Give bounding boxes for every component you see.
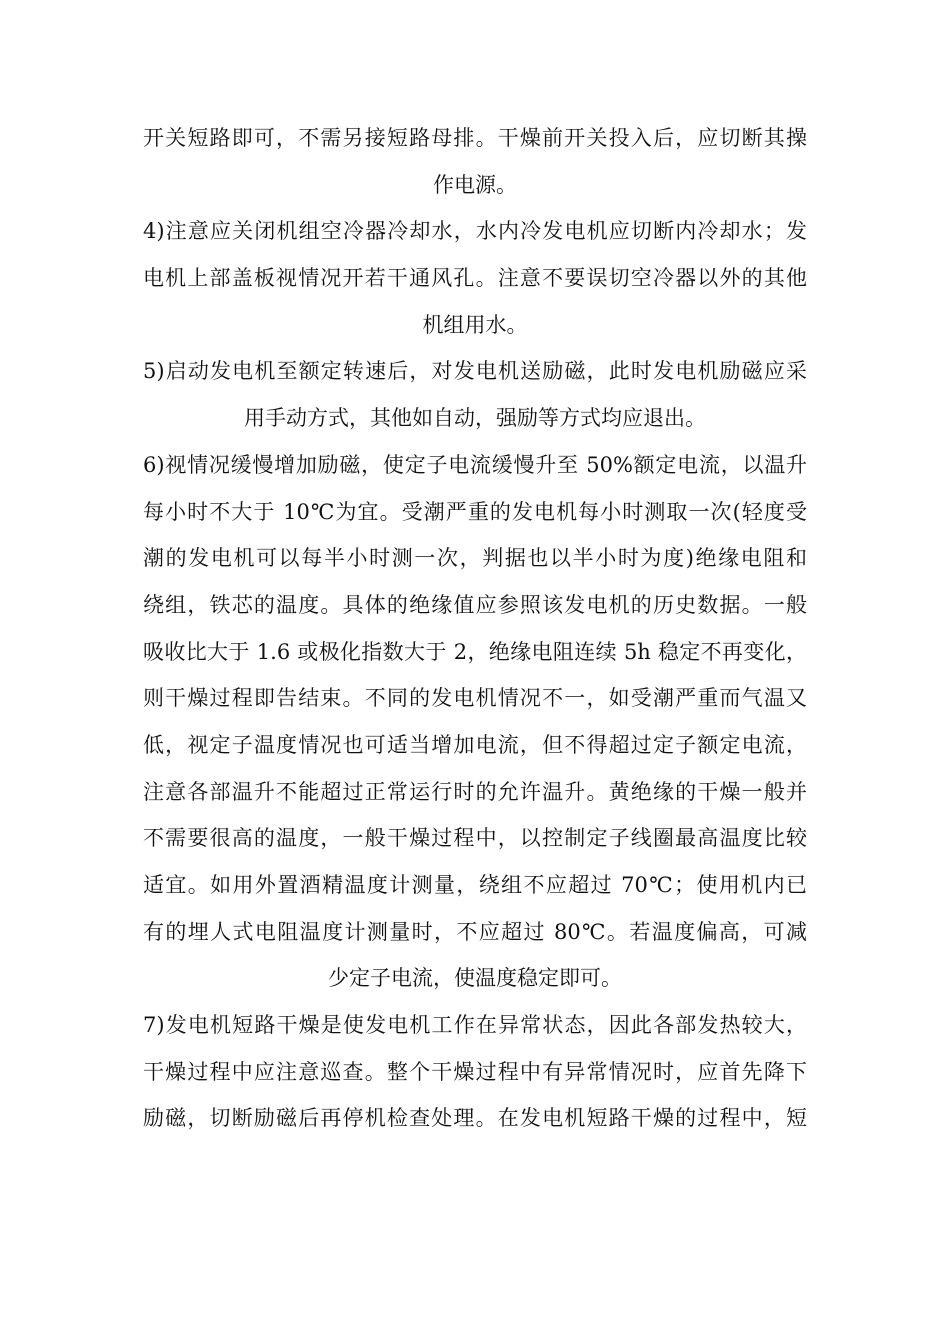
text-line: 有的埋人式电阻温度计测量时，不应超过 80℃。若温度偏高，可减 (143, 919, 807, 944)
text-line: 5)启动发电机至额定转速后，对发电机送励磁，此时发电机励磁应采 (143, 359, 807, 384)
text-line: 吸收比大于 1.6 或极化指数大于 2，绝缘电阻连续 5h 稳定不再变化， (143, 639, 807, 664)
text-line: 4)注意应关闭机组空冷器冷却水，水内冷发电机应切断内冷却水；发 (143, 219, 807, 244)
text-line: 低，视定子温度情况也可适当增加电流，但不得超过定子额定电流， (143, 732, 807, 757)
text-line: 则干燥过程即告结束。不同的发电机情况不一，如受潮严重而气温又 (143, 686, 807, 711)
text-line: 潮的发电机可以每半小时测一次，判据也以半小时为度)绝缘电阻和 (143, 546, 807, 571)
text-line: 注意各部温升不能超过正常运行时的允许温升。黄绝缘的干燥一般并 (143, 779, 807, 804)
text-line: 每小时不大于 10℃为宜。受潮严重的发电机每小时测取一次(轻度受 (143, 499, 807, 524)
text-line: 不需要很高的温度，一般干燥过程中，以控制定子线圈最高温度比较 (143, 826, 807, 851)
text-line: 7)发电机短路干燥是使发电机工作在异常状态，因此各部发热较大， (143, 1013, 807, 1038)
text-line: 用手动方式，其他如自动，强励等方式均应退出。 (244, 406, 706, 431)
text-line: 机组用水。 (422, 312, 528, 337)
text-line: 少定子电流，使温度稳定即可。 (328, 966, 622, 991)
text-line: 适宜。如用外置酒精温度计测量，绕组不应超过 70℃；使用机内已 (143, 873, 807, 897)
document-body (143, 115, 807, 1142)
text-line: 电机上部盖板视情况开若干通风孔。注意不要误切空冷器以外的其他 (143, 266, 807, 291)
text-line: 干燥过程中应注意巡查。整个干燥过程中有异常情况时，应首先降下 (143, 1059, 807, 1084)
text-line: 作电源。 (433, 172, 517, 197)
text-line: 绕组，铁芯的温度。具体的绝缘值应参照该发电机的历史数据。一般 (143, 592, 807, 617)
text-line: 励磁，切断励磁后再停机检查处理。在发电机短路干燥的过程中，短 (143, 1106, 807, 1131)
text-line: 开关短路即可，不需另接短路母排。干燥前开关投入后，应切断其操 (143, 126, 807, 150)
text-line: 6)视情况缓慢增加励磁，使定子电流缓慢升至 50%额定电流，以温升 (143, 452, 807, 477)
